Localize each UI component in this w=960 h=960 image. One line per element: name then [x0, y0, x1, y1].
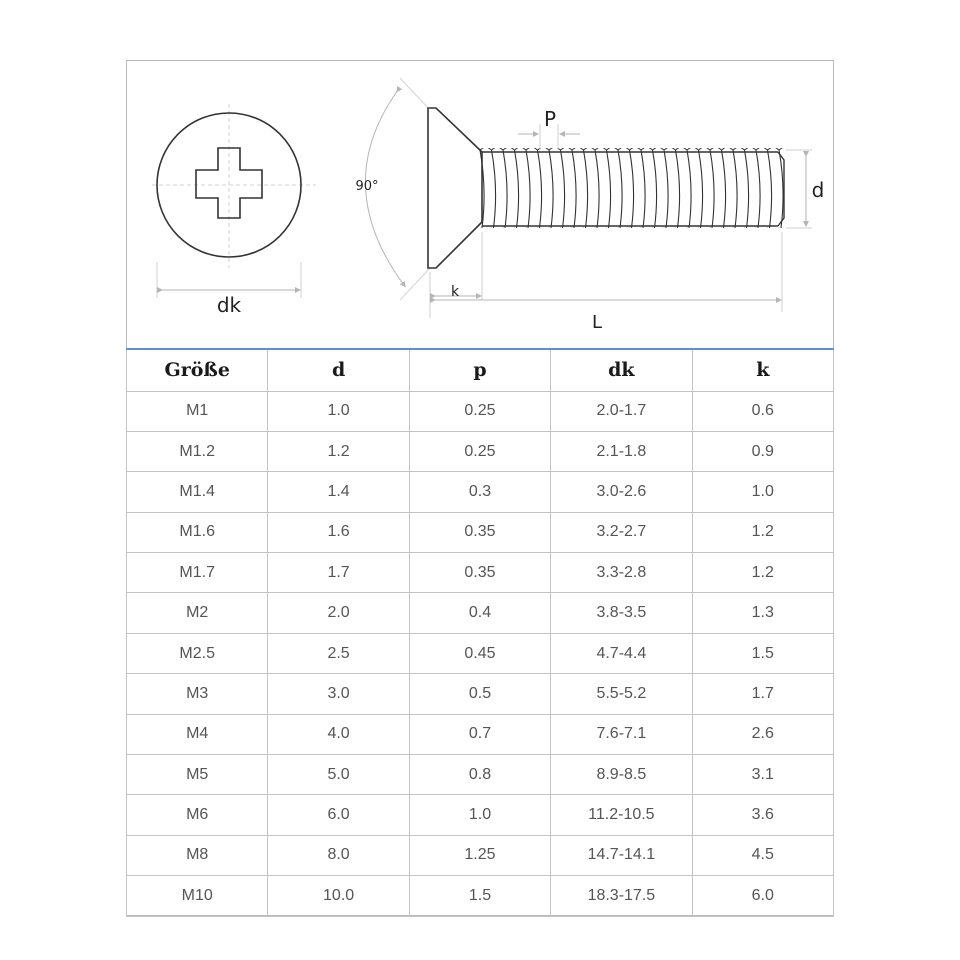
- thread-line: [572, 150, 576, 228]
- thread-crest: [779, 146, 791, 150]
- cell-k: 0.6: [692, 391, 833, 431]
- cell-p: 0.45: [409, 633, 550, 673]
- thread-line: [722, 150, 726, 228]
- cell-d: 5.0: [268, 755, 409, 795]
- label-d: d: [811, 178, 825, 202]
- cell-size: M1.2: [127, 431, 268, 471]
- thread-crest: [607, 228, 619, 232]
- thread-crest: [710, 146, 722, 150]
- cell-size: M2.5: [127, 633, 268, 673]
- thread-crest: [699, 146, 711, 150]
- cell-p: 0.25: [409, 431, 550, 471]
- cell-k: 1.2: [692, 553, 833, 593]
- thread-crest: [503, 146, 515, 150]
- thread-crest: [722, 146, 734, 150]
- cell-d: 1.6: [268, 512, 409, 552]
- table-header-row: [127, 349, 834, 391]
- thread-crest: [526, 228, 538, 232]
- thread-crest: [653, 228, 665, 232]
- table-row: [127, 876, 834, 916]
- thread-crest: [768, 146, 780, 150]
- label-pitch: P: [543, 107, 557, 131]
- cell-size: M1.7: [127, 553, 268, 593]
- cell-dk: 8.9-8.5: [551, 755, 692, 795]
- thread-crest: [710, 228, 722, 232]
- cell-size: M2: [127, 593, 268, 633]
- thread-line: [710, 150, 714, 228]
- screw-diagram: [126, 60, 834, 350]
- cell-p: 1.25: [409, 835, 550, 875]
- table-row: [127, 633, 834, 673]
- thread-crest: [607, 146, 619, 150]
- cell-size: M1.4: [127, 472, 268, 512]
- thread-pattern: [480, 146, 791, 232]
- cell-k: 6.0: [692, 876, 833, 916]
- cell-k: 1.5: [692, 633, 833, 673]
- thread-crest: [630, 228, 642, 232]
- thread-crest: [641, 228, 653, 232]
- cell-dk: 2.1-1.8: [551, 431, 692, 471]
- cell-k: 1.3: [692, 593, 833, 633]
- countersunk-head: [428, 108, 482, 268]
- table-row: [127, 472, 834, 512]
- thread-crest: [630, 146, 642, 150]
- cell-p: 0.5: [409, 674, 550, 714]
- thread-crest: [641, 146, 653, 150]
- thread-crest: [618, 228, 630, 232]
- thread-line: [503, 150, 507, 228]
- thread-line: [641, 150, 645, 228]
- cell-p: 1.0: [409, 795, 550, 835]
- thread-crest: [492, 146, 504, 150]
- cell-dk: 3.0-2.6: [551, 472, 692, 512]
- cell-size: M4: [127, 714, 268, 754]
- cell-d: 1.0: [268, 391, 409, 431]
- label-L: L: [591, 312, 603, 333]
- thread-crest: [549, 146, 561, 150]
- cell-d: 2.5: [268, 633, 409, 673]
- cell-dk: 18.3-17.5: [551, 876, 692, 916]
- cell-p: 0.4: [409, 593, 550, 633]
- thread-line: [699, 150, 703, 228]
- cell-p: 0.7: [409, 714, 550, 754]
- thread-crest: [733, 146, 745, 150]
- thread-line: [618, 150, 622, 228]
- label-k: k: [450, 284, 460, 300]
- cell-dk: 2.0-1.7: [551, 391, 692, 431]
- thread-crest: [618, 146, 630, 150]
- thread-crest: [492, 228, 504, 232]
- cell-size: M5: [127, 755, 268, 795]
- cell-size: M1: [127, 391, 268, 431]
- thread-crest: [595, 228, 607, 232]
- label-dk: dk: [216, 293, 242, 317]
- head-top-view: [152, 104, 316, 298]
- thread-line: [779, 150, 783, 228]
- cell-d: 1.4: [268, 472, 409, 512]
- table-row: [127, 755, 834, 795]
- header-k: k: [692, 349, 833, 391]
- thread-crest: [561, 146, 573, 150]
- cell-d: 3.0: [268, 674, 409, 714]
- thread-line: [768, 150, 772, 228]
- thread-line: [595, 150, 599, 228]
- cell-dk: 3.8-3.5: [551, 593, 692, 633]
- thread-line: [687, 150, 691, 228]
- thread-line: [526, 150, 530, 228]
- thread-crest: [595, 146, 607, 150]
- thread-crest: [676, 228, 688, 232]
- cell-dk: 14.7-14.1: [551, 835, 692, 875]
- thread-crest: [768, 228, 780, 232]
- thread-crest: [722, 228, 734, 232]
- thread-line: [549, 150, 553, 228]
- cell-size: M3: [127, 674, 268, 714]
- table-body: [127, 391, 834, 916]
- thread-crest: [664, 146, 676, 150]
- cell-k: 2.6: [692, 714, 833, 754]
- cell-k: 0.9: [692, 431, 833, 471]
- cell-p: 0.35: [409, 553, 550, 593]
- thread-crest: [515, 146, 527, 150]
- thread-crest: [733, 228, 745, 232]
- cell-d: 10.0: [268, 876, 409, 916]
- thread-line: [584, 150, 588, 228]
- header-dk: dk: [551, 349, 692, 391]
- cell-k: 1.7: [692, 674, 833, 714]
- cell-d: 4.0: [268, 714, 409, 754]
- thread-line: [607, 150, 611, 228]
- cell-k: 1.2: [692, 512, 833, 552]
- table-row: [127, 391, 834, 431]
- screw-side-view: [365, 78, 812, 318]
- cell-size: M6: [127, 795, 268, 835]
- thread-line: [538, 150, 542, 228]
- thread-crest: [584, 146, 596, 150]
- thread-crest: [745, 228, 757, 232]
- thread-line: [733, 150, 737, 228]
- thread-line: [745, 150, 749, 228]
- cell-p: 1.5: [409, 876, 550, 916]
- cell-d: 6.0: [268, 795, 409, 835]
- label-angle: 90°: [355, 179, 379, 194]
- cell-dk: 7.6-7.1: [551, 714, 692, 754]
- cell-d: 2.0: [268, 593, 409, 633]
- cell-k: 3.1: [692, 755, 833, 795]
- thread-crest: [572, 146, 584, 150]
- thread-crest: [745, 146, 757, 150]
- thread-crest: [779, 228, 791, 232]
- thread-crest: [584, 228, 596, 232]
- cell-d: 1.2: [268, 431, 409, 471]
- cell-dk: 11.2-10.5: [551, 795, 692, 835]
- thread-line: [756, 150, 760, 228]
- table-row: [127, 714, 834, 754]
- table-row: [127, 835, 834, 875]
- thread-crest: [538, 146, 550, 150]
- thread-crest: [653, 146, 665, 150]
- thread-crest: [687, 228, 699, 232]
- thread-crest: [687, 146, 699, 150]
- thread-line: [664, 150, 668, 228]
- thread-crest: [561, 228, 573, 232]
- thread-crest: [664, 228, 676, 232]
- thread-crest: [756, 146, 768, 150]
- cell-d: 1.7: [268, 553, 409, 593]
- cell-dk: 3.2-2.7: [551, 512, 692, 552]
- thread-line: [492, 150, 496, 228]
- cell-p: 0.25: [409, 391, 550, 431]
- cell-size: M10: [127, 876, 268, 916]
- cell-dk: 3.3-2.8: [551, 553, 692, 593]
- cell-d: 8.0: [268, 835, 409, 875]
- cell-k: 1.0: [692, 472, 833, 512]
- cell-size: M1.6: [127, 512, 268, 552]
- table-row: [127, 674, 834, 714]
- table-row: [127, 431, 834, 471]
- header-d: d: [268, 349, 409, 391]
- thread-line: [676, 150, 680, 228]
- thread-crest: [549, 228, 561, 232]
- thread-crest: [676, 146, 688, 150]
- thread-crest: [699, 228, 711, 232]
- cell-p: 0.8: [409, 755, 550, 795]
- cell-k: 3.6: [692, 795, 833, 835]
- cell-dk: 4.7-4.4: [551, 633, 692, 673]
- table-row: [127, 593, 834, 633]
- thread-crest: [480, 228, 492, 232]
- cell-size: M8: [127, 835, 268, 875]
- cell-p: 0.35: [409, 512, 550, 552]
- header-p: p: [409, 349, 550, 391]
- thread-line: [561, 150, 565, 228]
- cell-dk: 5.5-5.2: [551, 674, 692, 714]
- thread-crest: [503, 228, 515, 232]
- thread-crest: [572, 228, 584, 232]
- cell-p: 0.3: [409, 472, 550, 512]
- thread-crest: [756, 228, 768, 232]
- thread-crest: [526, 146, 538, 150]
- thread-crest: [538, 228, 550, 232]
- table-row: [127, 553, 834, 593]
- thread-crest: [515, 228, 527, 232]
- thread-line: [515, 150, 519, 228]
- table-row: [127, 795, 834, 835]
- table-row: [127, 512, 834, 552]
- cell-k: 4.5: [692, 835, 833, 875]
- header-size: Größe: [127, 349, 268, 391]
- size-spec-table: [126, 348, 834, 917]
- thread-line: [630, 150, 634, 228]
- thread-crest: [480, 146, 492, 150]
- thread-line: [653, 150, 657, 228]
